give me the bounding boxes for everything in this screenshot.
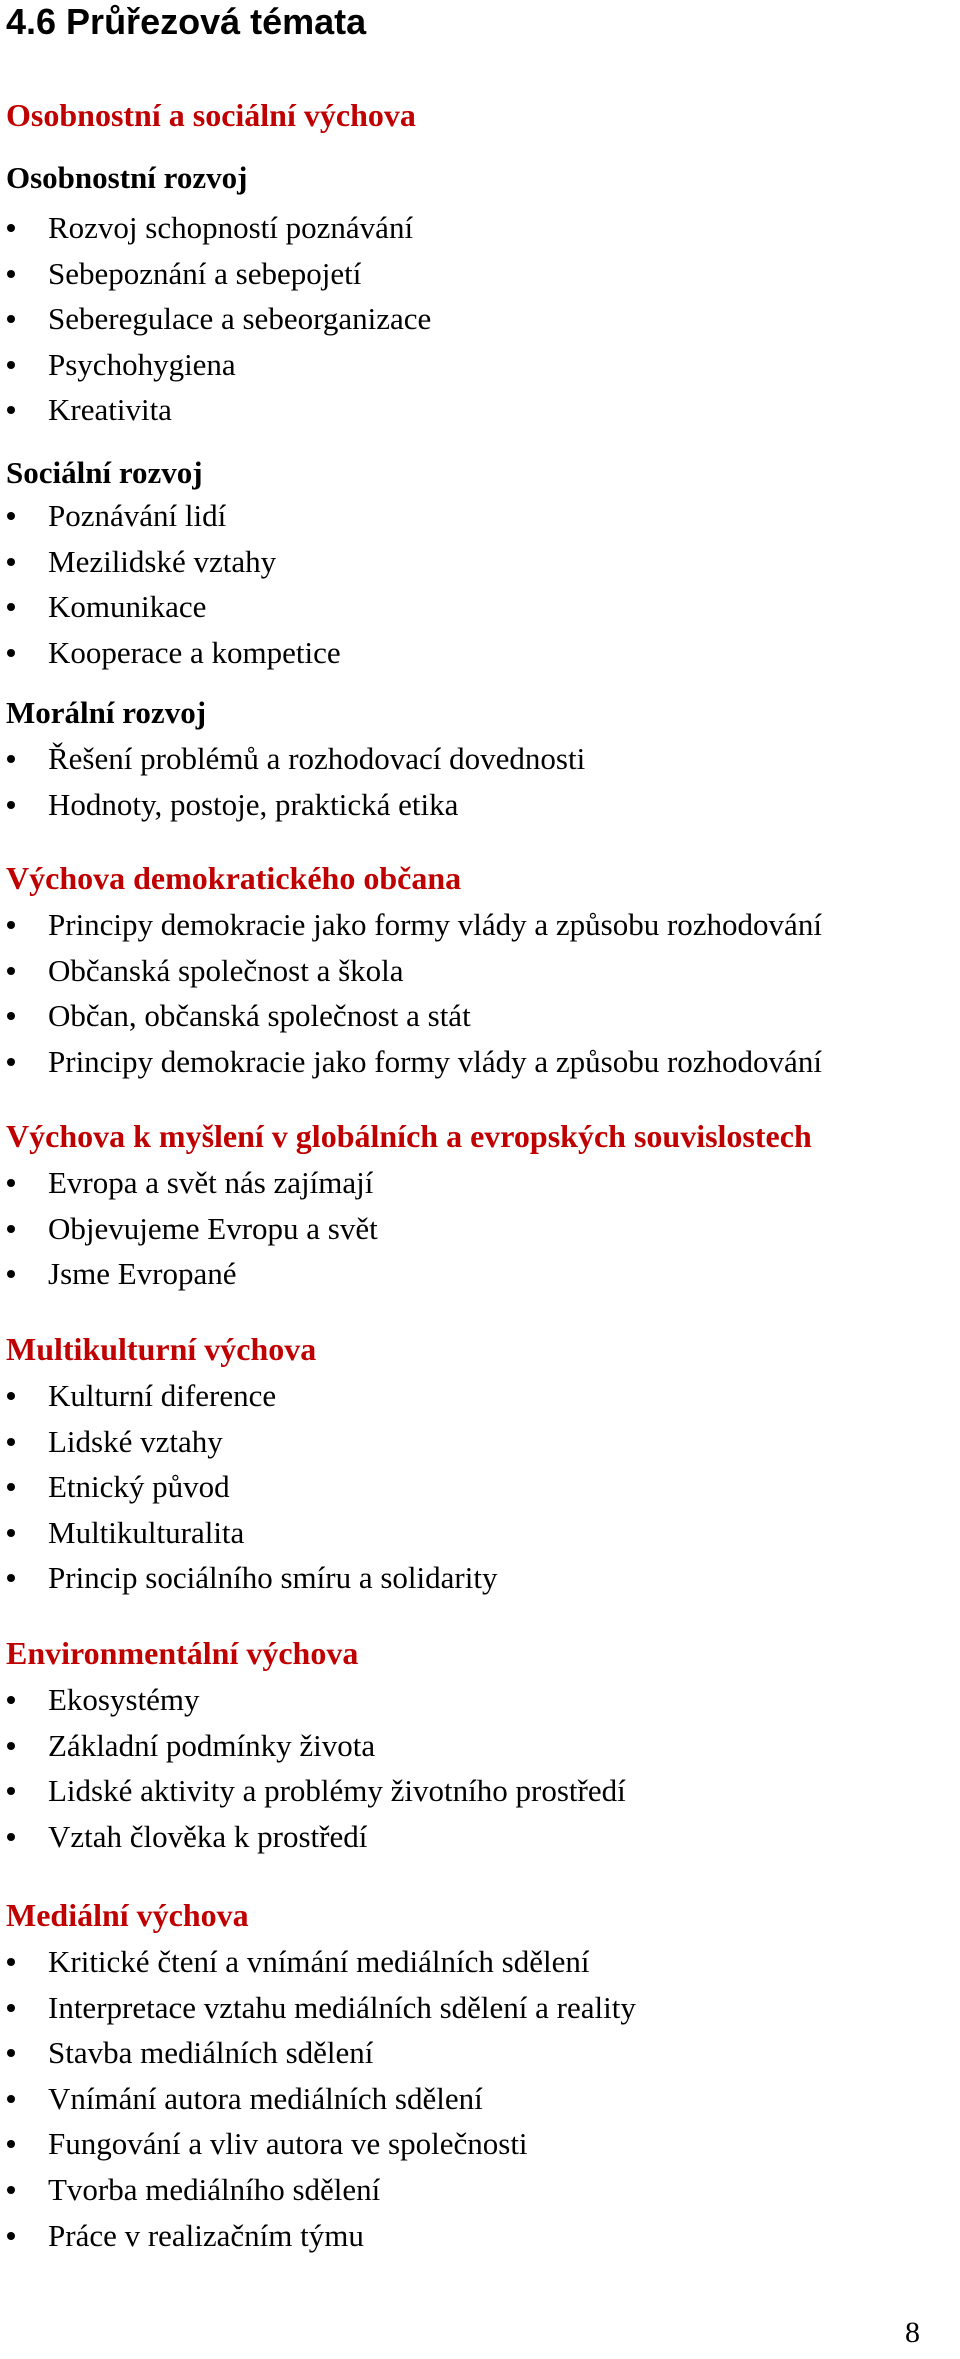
list-item-text: Jsme Evropané [48, 1256, 237, 1292]
list-personal-development [0, 205, 431, 433]
section-heading-environmental: Environmentální výchova [6, 1635, 359, 1671]
list-item [0, 1251, 378, 1297]
list-item-text: Poznávání lidí [48, 498, 227, 533]
list-item-text: Řešení problémů a rozhodovací dovednosti [48, 741, 586, 776]
list-item-text: Princip sociálního smíru a solidarity [48, 1560, 498, 1596]
bullet-icon [7, 361, 15, 369]
list-item [0, 1039, 822, 1085]
bullet-icon [7, 921, 15, 929]
bullet-icon [7, 2186, 15, 2194]
list-item-text: Sebepoznání a sebepojetí [48, 255, 362, 291]
bullet-icon [7, 1958, 15, 1966]
list-item-text: Lidské aktivity a problémy životního prostředí [48, 1773, 626, 1809]
list-item [0, 2030, 636, 2076]
list-item-text: Interpretace vztahu mediálních sdělení a reality [48, 1989, 636, 2025]
list-item-text: Kreativita [48, 392, 172, 428]
list-global-thinking [0, 1160, 378, 1297]
list-item [0, 2076, 636, 2122]
list-item-text: Kulturní diference [48, 1378, 277, 1413]
bullet-icon [7, 270, 15, 278]
list-item [0, 1160, 378, 1206]
bullet-icon [7, 1574, 15, 1582]
bullet-icon [7, 2095, 15, 2103]
section-heading-personal-social: Osobnostní a sociální výchova [6, 97, 416, 133]
bullet-icon [7, 1179, 15, 1187]
bullet-icon [7, 1058, 15, 1066]
bullet-icon [7, 224, 15, 232]
list-item [0, 782, 585, 828]
subsection-heading-personal-development: Osobnostní rozvoj [6, 160, 248, 195]
list-item [0, 387, 431, 433]
bullet-icon [7, 967, 15, 975]
bullet-icon [7, 801, 15, 809]
bullet-icon [7, 2140, 15, 2148]
list-item-text: Občan, občanská společnost a stát [48, 998, 471, 1034]
list-item-text: Tvorba mediálního sdělení [48, 2171, 381, 2207]
list-item-text: Principy demokracie jako formy vlády a způsobu rozhodování [48, 907, 822, 942]
list-item-text: Vnímání autora mediálních sdělení [48, 2080, 483, 2116]
bullet-icon [7, 649, 15, 657]
list-item [0, 1723, 626, 1769]
list-item [0, 584, 341, 630]
list-social-development [0, 493, 341, 675]
section-heading-media: Mediální výchova [6, 1897, 249, 1933]
bullet-icon [7, 558, 15, 566]
list-item [0, 1373, 497, 1419]
bullet-icon [7, 1787, 15, 1795]
list-item-text: Práce v realizačním týmu [48, 2217, 364, 2253]
section-heading-global-thinking: Výchova k myšlení v globálních a evropských souvislostech [6, 1118, 812, 1154]
list-multicultural [0, 1373, 497, 1601]
bullet-icon [7, 1483, 15, 1491]
list-item-text: Kooperace a kompetice [48, 634, 341, 670]
list-item [0, 2213, 636, 2259]
list-media [0, 1939, 636, 2258]
bullet-icon [7, 1833, 15, 1841]
bullet-icon [7, 406, 15, 414]
list-item [0, 1555, 497, 1601]
list-item-text: Mezilidské vztahy [48, 543, 277, 579]
bullet-icon [7, 1392, 15, 1400]
list-item-text: Seberegulace a sebeorganizace [48, 301, 432, 337]
list-item [0, 1768, 626, 1814]
list-item [0, 205, 431, 251]
list-item-text: Základní podmínky života [48, 1727, 376, 1763]
list-item [0, 2167, 636, 2213]
list-item [0, 736, 585, 782]
list-item [0, 1985, 636, 2031]
list-item [0, 296, 431, 342]
list-item-text: Komunikace [48, 589, 207, 625]
subsection-heading-social-development: Sociální rozvoj [6, 455, 203, 490]
list-item [0, 2121, 636, 2167]
list-item [0, 948, 822, 994]
bullet-icon [7, 1225, 15, 1233]
bullet-icon [7, 1270, 15, 1278]
list-item-text: Kritické čtení a vnímání mediálních sdělení [48, 1944, 590, 1979]
list-item-text: Občanská společnost a škola [48, 952, 404, 988]
page-number: 8 [905, 2316, 920, 2349]
bullet-icon [7, 1742, 15, 1750]
list-item [0, 1464, 497, 1510]
list-item-text: Ekosystémy [48, 1682, 200, 1717]
bullet-icon [7, 603, 15, 611]
list-moral-development [0, 736, 585, 827]
subsection-heading-moral-development: Morální rozvoj [6, 695, 207, 730]
list-item-text: Lidské vztahy [48, 1423, 223, 1459]
list-item [0, 1677, 626, 1723]
list-item-text: Objevujeme Evropu a svět [48, 1210, 378, 1246]
section-heading-multicultural: Multikulturní výchova [6, 1331, 317, 1367]
list-item-text: Fungování a vliv autora ve společnosti [48, 2126, 528, 2162]
list-item [0, 493, 341, 539]
bullet-icon [7, 2049, 15, 2057]
list-item [0, 993, 822, 1039]
list-item-text: Multikulturalita [48, 1514, 245, 1550]
list-item-text: Stavba mediálních sdělení [48, 2035, 374, 2071]
list-item-text: Etnický původ [48, 1469, 230, 1505]
bullet-icon [7, 755, 15, 763]
bullet-icon [7, 512, 15, 520]
list-item [0, 1939, 636, 1985]
list-item-text: Rozvoj schopností poznávání [48, 210, 414, 245]
section-heading-democratic-citizen: Výchova demokratického občana [6, 860, 462, 896]
list-item-text: Psychohygiena [48, 346, 236, 382]
list-item [0, 1510, 497, 1556]
bullet-icon [7, 1696, 15, 1704]
bullet-icon [7, 315, 15, 323]
list-item-text: Evropa a svět nás zajímají [48, 1165, 374, 1200]
list-item [0, 1206, 378, 1252]
list-item [0, 251, 431, 297]
list-item [0, 630, 341, 676]
list-item-text: Hodnoty, postoje, praktická etika [48, 786, 459, 822]
list-item-text: Principy demokracie jako formy vlády a způsobu rozhodování [48, 1043, 822, 1079]
list-item-text: Vztah člověka k prostředí [48, 1818, 368, 1854]
bullet-icon [7, 2004, 15, 2012]
bullet-icon [7, 1529, 15, 1537]
bullet-icon [7, 1438, 15, 1446]
bullet-icon [7, 1012, 15, 1020]
list-item [0, 902, 822, 948]
list-item [0, 342, 431, 388]
list-item [0, 1419, 497, 1465]
page-title: 4.6 Průřezová témata [6, 1, 367, 42]
bullet-icon [7, 2232, 15, 2240]
list-environmental [0, 1677, 626, 1859]
list-democratic-citizen [0, 902, 822, 1084]
list-item [0, 539, 341, 585]
list-item [0, 1814, 626, 1860]
